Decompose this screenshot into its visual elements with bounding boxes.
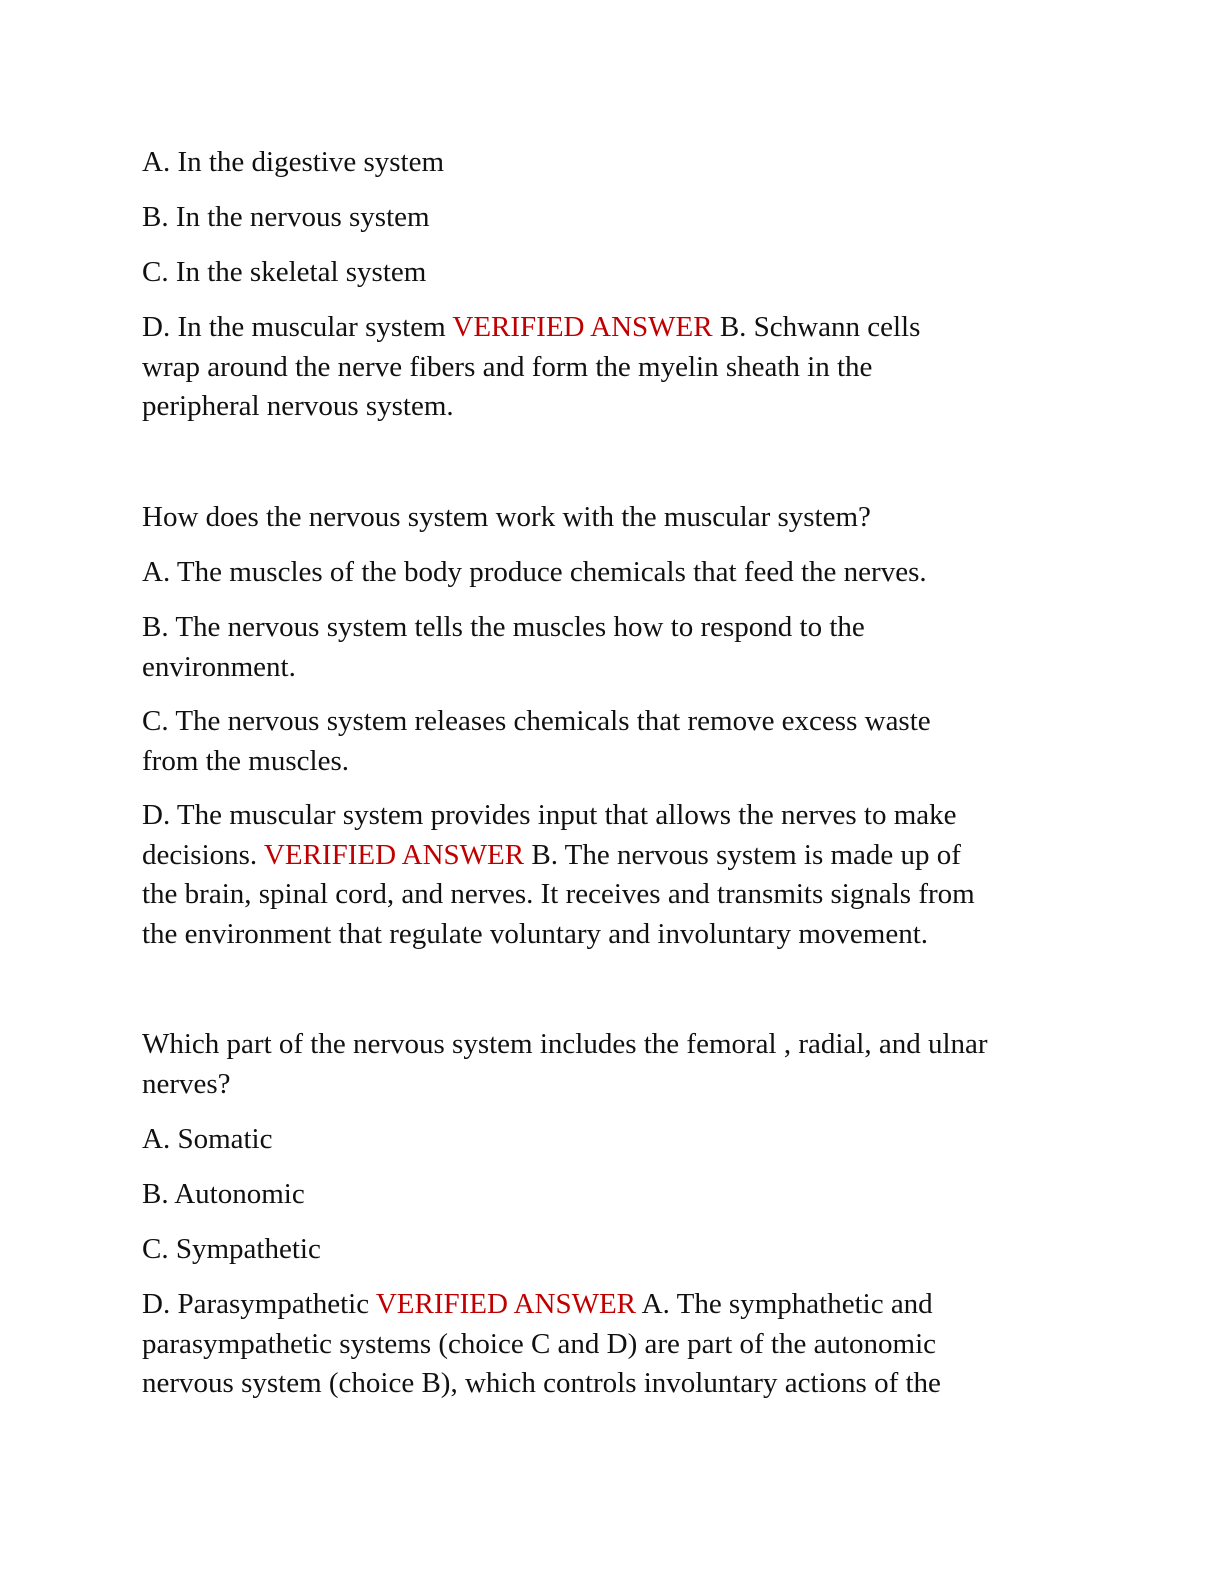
q1-answer-line-2: wrap around the nerve fibers and form the myelin sheath in the xyxy=(142,350,873,383)
q3-answer-text: A. The symphathetic and xyxy=(636,1288,933,1320)
q1-answer-text: B. Schwann cells xyxy=(712,311,921,343)
q2-answer-line-4: the environment that regulate voluntary and involuntary movement. xyxy=(142,917,929,950)
q1-option-d-with-answer xyxy=(142,308,1077,427)
q3-question-line-2: nerves? xyxy=(142,1067,231,1100)
q2-option-b-line-2: environment. xyxy=(142,650,296,683)
q2-option-c-line-2: from the muscles. xyxy=(142,744,349,777)
q1-option-d-text: D. In the muscular system xyxy=(142,311,453,343)
q1-option-c: C. In the skeletal system xyxy=(142,256,427,288)
q2-option-b-line-1: B. The nervous system tells the muscles how to respond to the xyxy=(142,611,865,643)
q2-option-d-text: decisions. xyxy=(142,838,264,871)
q2-option-a: A. The muscles of the body produce chemicals that feed the nerves. xyxy=(142,556,927,588)
q1-answer-line-3: peripheral nervous system. xyxy=(142,390,454,422)
q3-option-c: C. Sympathetic xyxy=(142,1233,321,1265)
q2-option-c-line-1: C. The nervous system releases chemicals that remove excess waste xyxy=(142,705,931,737)
q3-question-line-1: Which part of the nervous system includes the femoral , radial, and ulnar xyxy=(142,1028,988,1060)
q3-question xyxy=(142,1025,1077,1104)
q3-answer-line-1 xyxy=(142,1285,1077,1325)
q2-answer-text: B. The nervous system is made up of xyxy=(524,838,961,871)
q3-option-d-with-answer xyxy=(142,1285,1077,1404)
q2-answer-line-2 xyxy=(142,836,1077,876)
q2-option-c xyxy=(142,702,1077,781)
q2-question: How does the nervous system work with the muscular system? xyxy=(142,501,871,533)
q3-answer-line-3: nervous system (choice B), which controls involuntary actions of the xyxy=(142,1367,941,1399)
q3-option-a: A. Somatic xyxy=(142,1123,273,1155)
q2-answer-line-3: the brain, spinal cord, and nerves. It receives and transmits signals from xyxy=(142,878,975,910)
q1-option-a: A. In the digestive system xyxy=(142,146,445,178)
q1-option-b: B. In the nervous system xyxy=(142,201,430,233)
q3-option-b: B. Autonomic xyxy=(142,1178,305,1210)
q2-answer-line-1: D. The muscular system provides input that allows the nerves to make xyxy=(142,799,957,831)
q2-option-b xyxy=(142,608,1077,687)
verified-answer-label: VERIFIED ANSWER xyxy=(263,838,525,871)
verified-answer-label: VERIFIED ANSWER xyxy=(452,311,713,343)
q1-answer-line-1 xyxy=(142,308,1077,348)
q2-option-d-with-answer xyxy=(142,796,1077,954)
q3-option-d-text: D. Parasympathetic xyxy=(142,1288,376,1320)
q3-answer-line-2: parasympathetic systems (choice C and D) are part of the autonomic xyxy=(142,1327,937,1360)
verified-answer-label: VERIFIED ANSWER xyxy=(375,1288,637,1320)
